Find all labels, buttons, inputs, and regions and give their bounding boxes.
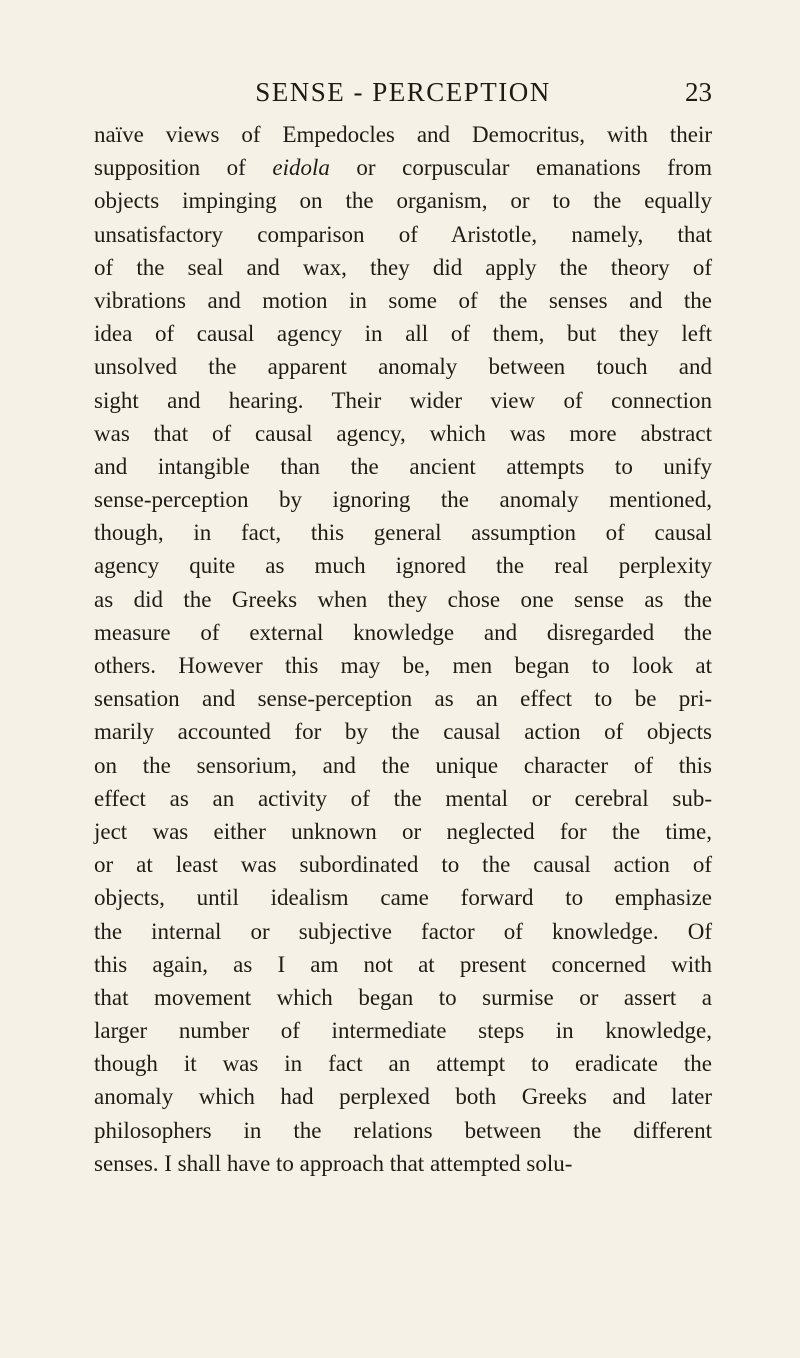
text-line: and intangible than the ancient attempts to unify [94,453,712,479]
text-line: objects impinging on the organism, or to the equally [94,188,712,214]
text-line: though, in fact, this general assumption of causal [94,520,712,546]
text-fragment: supposition of [94,155,246,181]
text-line: unsolved the apparent anomaly between touch and [94,354,712,380]
italic-term: eidola [272,155,330,181]
text-line: the internal or subjective factor of knowledge. Of [94,918,712,944]
running-head: SENSE - PERCEPTION [255,77,551,107]
text-line: idea of causal agency in all of them, but they left [94,321,712,347]
page-number: 23 [685,77,712,107]
text-fragment: or corpuscular emanations from [356,155,713,181]
text-line: sense-perception by ignoring the anomaly mentioned, [94,487,712,513]
text-line: effect as an activity of the mental or cerebral sub- [94,785,712,811]
text-line: naïve views of Empedocles and Democritus, with their [94,122,712,147]
page-header [94,70,712,114]
text-line: though it was in fact an attempt to eradicate the [94,1051,712,1077]
body-text [94,118,712,1180]
text-line: anomaly which had perplexed both Greeks and later [94,1084,712,1110]
text-line: was that of causal agency, which was more abstract [94,420,712,446]
text-line: this again, as I am not at present concerned with [94,951,712,977]
text-line: ject was either unknown or neglected for the time, [94,818,712,844]
text-line: sensation and sense-perception as an effect to be pri- [94,686,712,712]
text-line: as did the Greeks when they chose one sense as the [94,586,712,612]
text-line: of the seal and wax, they did apply the theory of [94,254,712,280]
text-line: larger number of intermediate steps in knowledge, [94,1018,712,1044]
text-line: philosophers in the relations between the different [94,1117,712,1143]
text-line [94,151,712,184]
text-line: others. However this may be, men began to look at [94,653,712,678]
text-line: on the sensorium, and the unique character of this [94,752,712,778]
text-line: measure of external knowledge and disregarded the [94,619,712,645]
text-line: vibrations and motion in some of the senses and the [94,287,712,313]
text-line: agency quite as much ignored the real perplexity [94,553,712,579]
text-line: objects, until idealism came forward to emphasize [94,885,712,911]
text-line: sight and hearing. Their wider view of connection [94,387,712,413]
text-line: senses. I shall have to approach that attempted solu- [94,1150,573,1176]
text-line: marily accounted for by the causal action of objects [94,719,712,745]
text-line: or at least was subordinated to the causal action of [94,852,712,878]
text-line: unsatisfactory comparison of Aristotle, namely, that [94,221,712,247]
text-line: that movement which began to surmise or assert a [94,984,712,1010]
